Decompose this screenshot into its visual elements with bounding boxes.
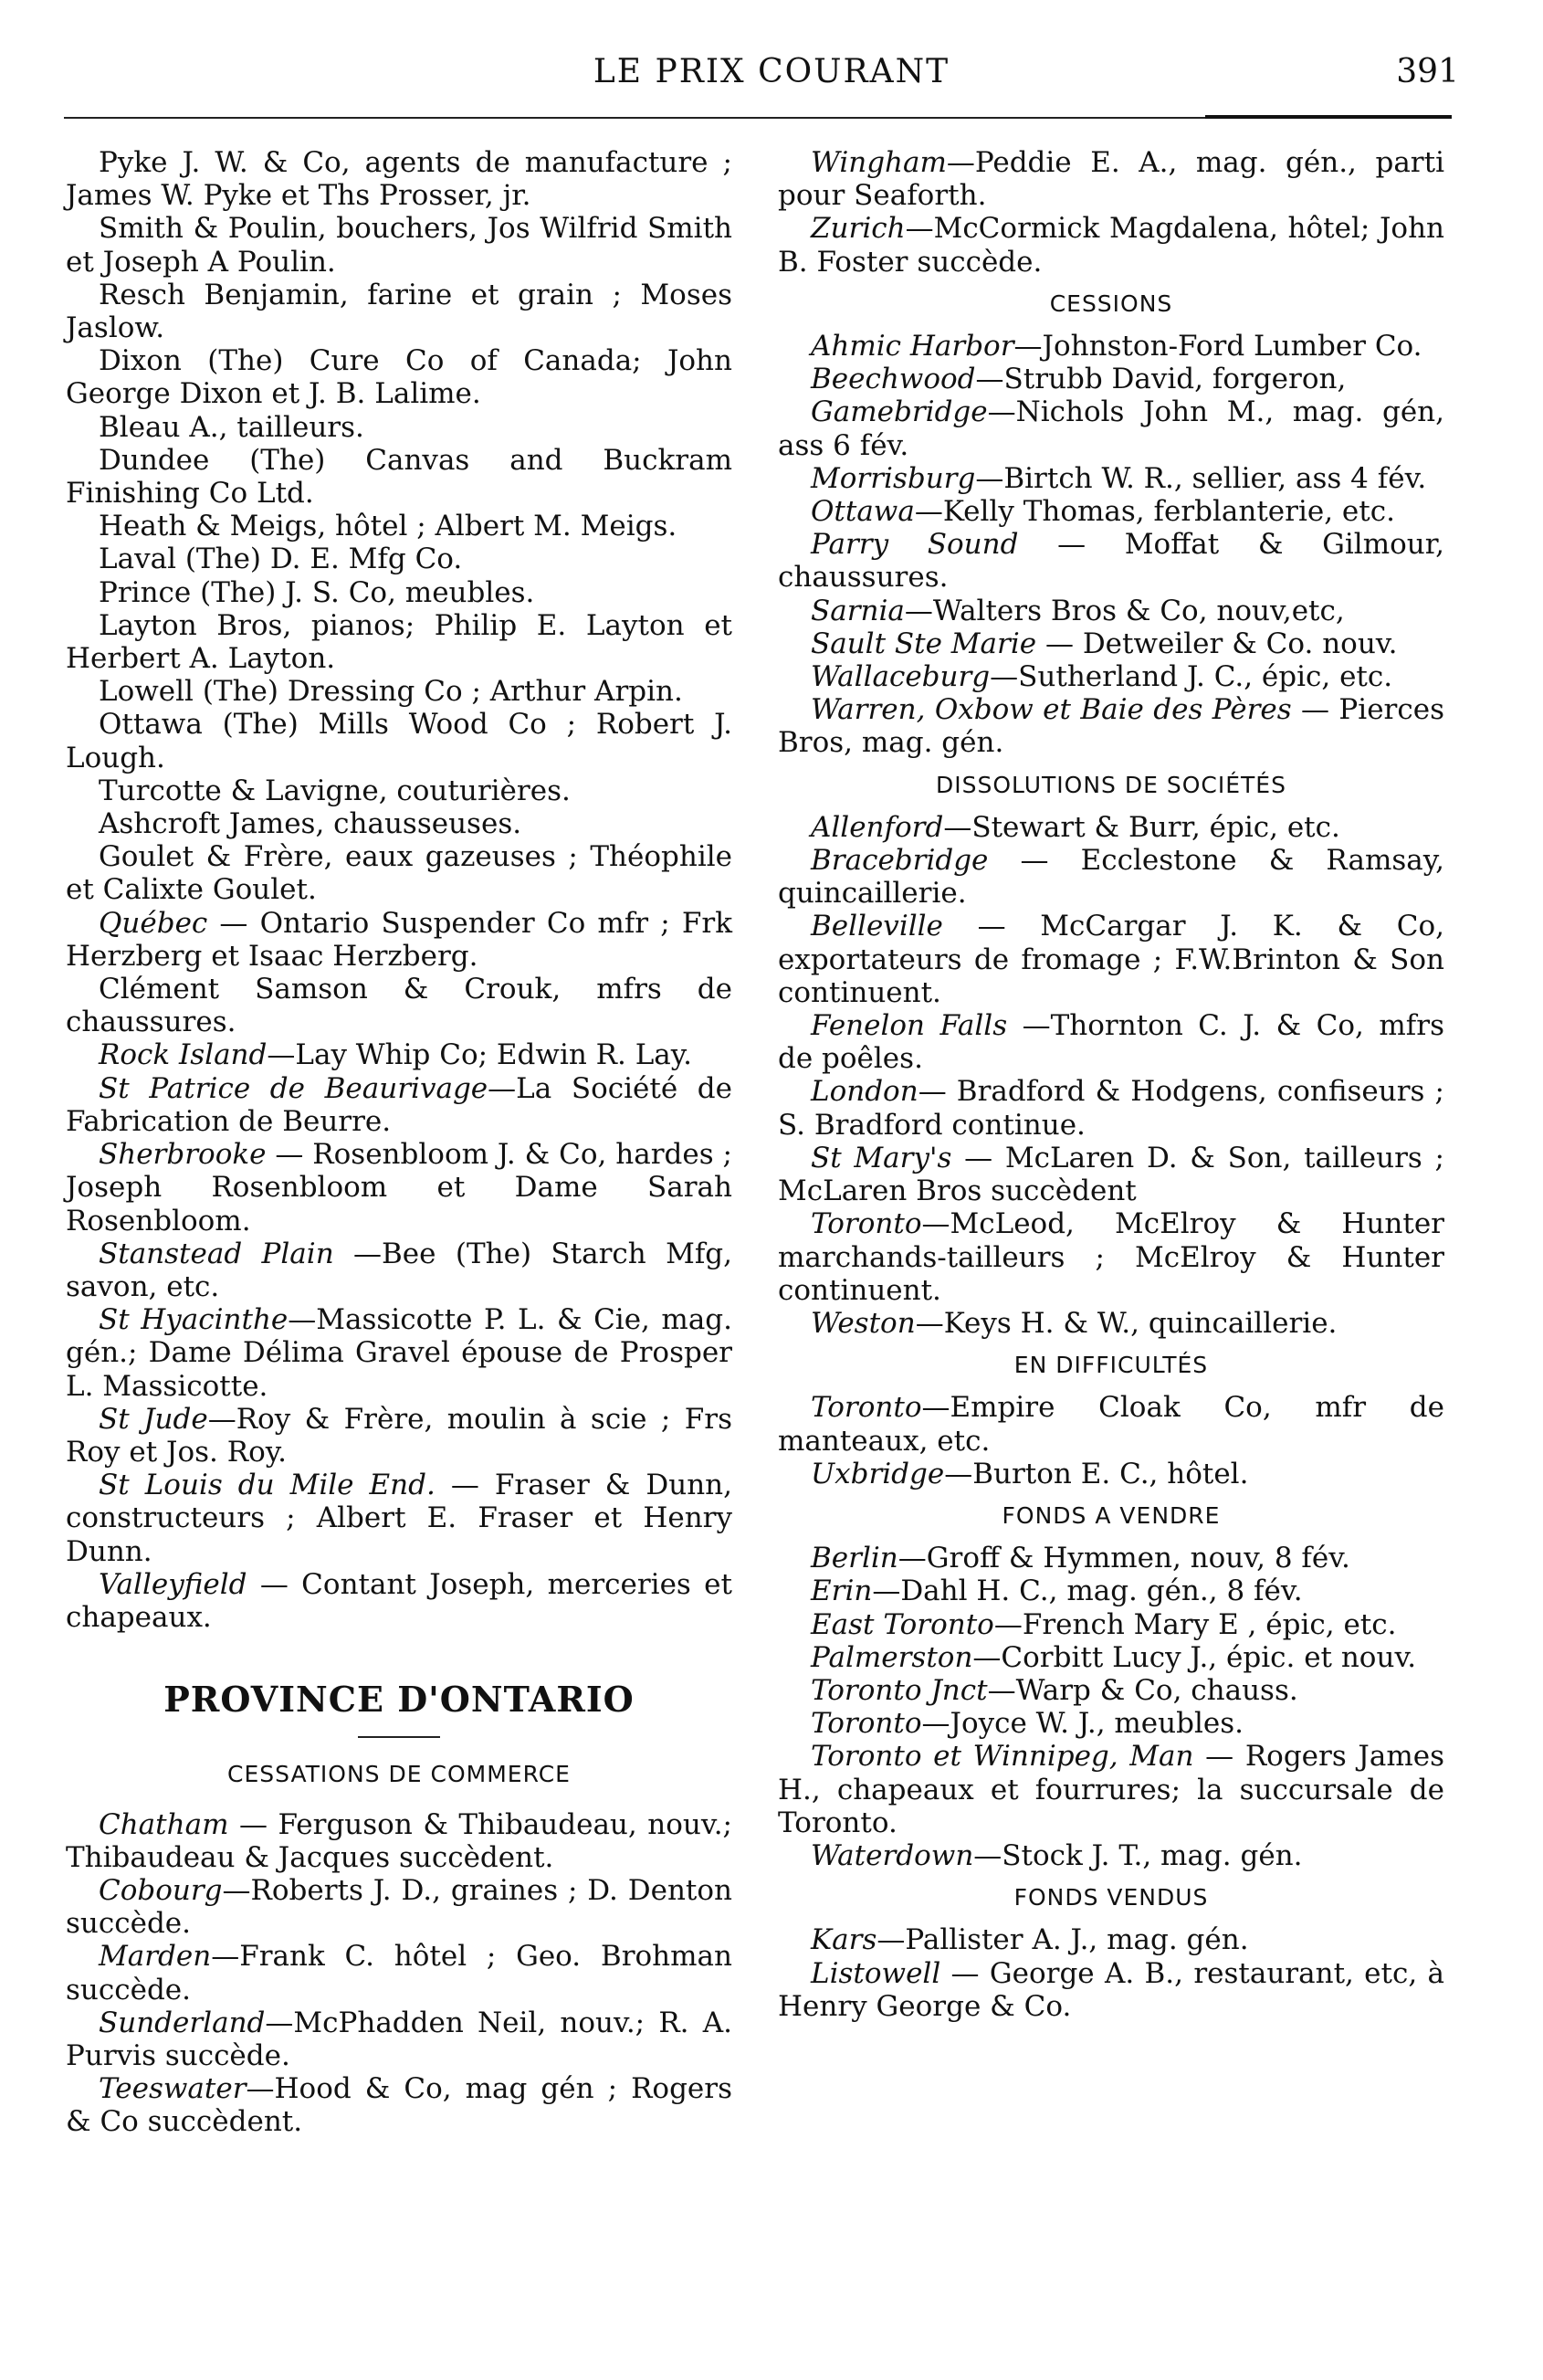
entry-text: — Ferguson & Thibaudeau, nouv.; Thibaudeau & Jacques succèdent.	[66, 1807, 732, 1874]
entry-text: —Nichols John M., mag. gén, ass 6 fév.	[778, 395, 1444, 462]
entry-place: Chatham	[99, 1807, 229, 1841]
entry-place: Wingham	[811, 146, 947, 179]
entry	[66, 1403, 732, 1469]
entry-text: — Fraser & Dunn, constructeurs ; Albert E. Fraser et Henry Dunn.	[66, 1469, 733, 1568]
entry	[66, 2072, 732, 2138]
entry-place: Ahmic Harbor	[811, 330, 1014, 363]
entry	[778, 693, 1444, 759]
entry-place: Toronto et Winnipeg, Man	[811, 1740, 1194, 1774]
entry-place: Sarnia	[811, 594, 905, 627]
page-number: 391	[1396, 53, 1459, 90]
entry	[778, 1707, 1444, 1740]
entry-text: —McLeod, McElroy & Hunter marchands-tailleurs ; McElroy & Hunter continuent.	[778, 1207, 1444, 1307]
entry-text: —Walters Bros & Co, nouv,etc,	[904, 594, 1345, 627]
entry	[66, 576, 732, 609]
entry	[778, 1740, 1444, 1839]
page-header	[0, 53, 1543, 108]
entry-text: —Pallister A. J., mag. gén.	[876, 1923, 1249, 1957]
entry-place: Zurich	[811, 212, 906, 246]
entry	[778, 1542, 1444, 1574]
entry	[66, 973, 732, 1038]
entry	[66, 907, 732, 973]
entry	[66, 774, 732, 807]
entry-place: Sunderland	[99, 2006, 266, 2039]
entry	[66, 1038, 732, 1071]
entry-place: Toronto	[811, 1707, 922, 1741]
entry	[778, 1674, 1444, 1707]
entry	[778, 1608, 1444, 1641]
entry-place: St Louis du Mile End.	[99, 1469, 436, 1502]
entry-text: — McCargar J. K. & Co, exportateurs de fromage ; F.W.Brinton & Son continuent.	[778, 910, 1444, 1009]
entry-text: Layton Bros, pianos; Philip E. Layton et Herbert A. Layton.	[66, 608, 732, 676]
entry	[66, 344, 732, 410]
running-title: LE PRIX COURANT	[593, 53, 950, 90]
fonds-vendus-list	[778, 1923, 1444, 2023]
entry-text: —Stock J. T., mag. gén.	[973, 1838, 1303, 1872]
entry-text: —Johnston-Ford Lumber Co.	[1013, 330, 1422, 363]
entry-place: Québec	[99, 906, 208, 940]
section-heading-fonds-vendus: FONDS VENDUS	[1013, 1884, 1209, 1911]
right-entries-top	[778, 146, 1444, 279]
entry	[778, 1574, 1444, 1607]
cessions-list	[778, 330, 1444, 760]
entry-text: —Dahl H. C., mag. gén., 8 fév.	[872, 1574, 1303, 1608]
entry-text: —Bee (The) Starch Mfg, savon, etc.	[66, 1237, 732, 1303]
entry-place: Kars	[811, 1923, 877, 1957]
entry-text: —Groff & Hymmen, nouv, 8 fév.	[897, 1542, 1350, 1575]
entry	[778, 146, 1444, 212]
header-rule-thick	[1205, 115, 1452, 119]
entry-text: Clément Samson & Crouk, mfrs de chaussures.	[66, 973, 732, 1039]
entry-text: —Roy & Frère, moulin à scie ; Frs Roy et Jos. Roy.	[66, 1402, 732, 1469]
entry-text: —Birtch W. R., sellier, ass 4 fév.	[975, 461, 1427, 495]
entry-place: Toronto	[811, 1391, 922, 1425]
entry	[778, 212, 1444, 278]
entry-text: Ashcroft James, chausseuses.	[99, 807, 522, 841]
entry-place: Bracebridge	[811, 844, 989, 878]
entry	[66, 1874, 732, 1940]
entry-place: London	[811, 1075, 918, 1109]
entry-text: —Massicotte P. L. & Cie, mag. gén.; Dame Délima Gravel épouse de Prosper L. Massicotte.	[66, 1303, 732, 1403]
entry-place: Ottawa	[811, 495, 915, 529]
entry	[66, 708, 732, 774]
entry-place: Gamebridge	[811, 395, 988, 429]
entry	[66, 1568, 732, 1634]
entry	[66, 1138, 732, 1237]
left-entries-top	[66, 146, 732, 1634]
entry-place: Morrisburg	[811, 461, 976, 495]
entry-text: —La Société de Fabrication de Beurre.	[66, 1071, 732, 1138]
section-divider	[358, 1736, 440, 1738]
left-entries-bottom	[66, 1808, 732, 2139]
entry-place: East Toronto	[811, 1607, 994, 1641]
entry-text: —Empire Cloak Co, mfr de manteaux, etc.	[778, 1391, 1444, 1458]
entry	[66, 212, 732, 278]
entry	[778, 1207, 1444, 1307]
entry-text: —Corbitt Lucy J., épic. et nouv.	[972, 1640, 1417, 1674]
entry-place: Fenelon Falls	[811, 1009, 1008, 1043]
entry-text: —Peddie E. A., mag. gén., parti pour Seaforth.	[778, 146, 1444, 213]
entry	[778, 1641, 1444, 1674]
entry-text: —Sutherland J. C., épic, etc.	[990, 660, 1393, 694]
entry-text: — George A. B., restaurant, etc, à Henry George & Co.	[778, 1956, 1444, 2023]
entry	[778, 1307, 1444, 1340]
entry	[778, 395, 1444, 461]
entry	[66, 1237, 732, 1303]
entry-text: —McPhadden Neil, nouv.; R. A. Purvis succède.	[66, 2006, 732, 2072]
entry-text: — Ecclestone & Ramsay, quincaillerie.	[778, 844, 1444, 911]
entry-place: Stanstead Plain	[99, 1237, 334, 1270]
entry-text: Pyke J. W. & Co, agents de manufacture ; James W. Pyke et Ths Prosser, jr.	[66, 146, 732, 213]
entry-text: — Detweiler & Co. nouv.	[1036, 627, 1398, 660]
entry-place: Sault Ste Marie	[811, 627, 1037, 660]
entry	[778, 1142, 1444, 1207]
entry-text: —Warp & Co, chauss.	[987, 1673, 1298, 1707]
entry-text: —Thornton C. J. & Co, mfrs de poêles.	[778, 1009, 1444, 1076]
entry	[778, 330, 1444, 363]
entry-text: —McCormick Magdalena, hôtel; John B. Foster succède.	[778, 212, 1444, 279]
difficultes-list	[778, 1391, 1444, 1490]
entry-place: Weston	[811, 1306, 916, 1340]
entry-place: Berlin	[811, 1542, 898, 1575]
entry	[778, 1923, 1444, 1956]
entry	[66, 411, 732, 444]
entry-text: Dundee (The) Canvas and Buckram Finishing Co Ltd.	[66, 443, 732, 511]
entry-text: Resch Benjamin, farine et grain ; Moses Jaslow.	[66, 278, 732, 345]
entry-text: Bleau A., tailleurs.	[99, 410, 364, 444]
entry-text: Smith & Poulin, bouchers, Jos Wilfrid Smith et Joseph A Poulin.	[66, 212, 732, 279]
entry-place: Toronto Jnct	[811, 1673, 988, 1707]
entry-text: — McLaren D. & Son, tailleurs ; McLaren Bros succèdent	[778, 1141, 1444, 1208]
entry	[66, 675, 732, 708]
entry	[778, 627, 1444, 660]
entry-text: —Roberts J. D., graines ; D. Denton succède.	[66, 1873, 732, 1941]
entry-place: Beechwood	[811, 363, 976, 396]
entry	[66, 2006, 732, 2072]
entry-text: — Moffat & Gilmour, chaussures.	[778, 528, 1444, 595]
entry-text: Laval (The) D. E. Mfg Co.	[99, 542, 463, 576]
entry-place: St Jude	[99, 1402, 208, 1436]
entry-text: —Hood & Co, mag gén ; Rogers & Co succèdent.	[66, 2072, 732, 2139]
entry	[778, 1957, 1444, 2023]
entry-text: —Lay Whip Co; Edwin R. Lay.	[267, 1038, 693, 1072]
entry-place: Warren, Oxbow et Baie des Pères	[811, 693, 1292, 727]
entry	[66, 840, 732, 906]
entry-place: St Patrice de Beaurivage	[99, 1071, 488, 1105]
entry	[778, 363, 1444, 395]
entry	[778, 1391, 1444, 1457]
entry-place: St Mary's	[811, 1141, 952, 1174]
section-heading-dissolutions: DISSOLUTIONS DE SOCIÉTÉS	[936, 771, 1286, 798]
entry	[66, 510, 732, 542]
entry-text: — Ontario Suspender Co mfr ; Frk Herzberg et Isaac Herzberg.	[66, 906, 732, 973]
entry-text: Lowell (The) Dressing Co ; Arthur Arpin.	[99, 675, 683, 709]
entry-place: Teeswater	[99, 2072, 247, 2106]
entry	[778, 844, 1444, 910]
entry-text: —Frank C. hôtel ; Geo. Brohman succède.	[66, 1940, 732, 2006]
entry	[66, 1072, 732, 1138]
entry	[778, 462, 1444, 495]
entry-text: —Joyce W. J., meubles.	[921, 1707, 1244, 1741]
entry	[778, 811, 1444, 844]
entry	[778, 528, 1444, 594]
entry-place: Rock Island	[99, 1038, 268, 1072]
entry-place: Allenford	[811, 810, 944, 844]
section-heading-cessations: CESSATIONS DE COMMERCE	[227, 1761, 571, 1788]
entry-text: —Burton E. C., hôtel.	[944, 1457, 1249, 1490]
entry-text: — Rosenbloom J. & Co, hardes ; Joseph Rosenbloom et Dame Sarah Rosenbloom.	[66, 1138, 732, 1237]
entry-text: —Keys H. & W., quincaillerie.	[915, 1306, 1338, 1340]
entry-text: Prince (The) J. S. Co, meubles.	[99, 575, 535, 609]
entry-text: —Strubb David, forgeron,	[975, 363, 1347, 396]
entry-place: Sherbrooke	[99, 1138, 267, 1172]
entry-place: Belleville	[811, 910, 943, 943]
entry-place: Erin	[811, 1574, 873, 1608]
entry	[778, 1458, 1444, 1490]
entry-place: Uxbridge	[811, 1457, 945, 1490]
entry	[66, 1303, 732, 1403]
section-heading-difficultes: EN DIFFICULTÉS	[1013, 1352, 1209, 1379]
section-heading-fonds-a-vendre: FONDS A VENDRE	[1002, 1501, 1221, 1529]
province-title: PROVINCE D'ONTARIO	[163, 1679, 635, 1721]
entry-text: —French Mary E , épic, etc.	[993, 1607, 1397, 1641]
entry-text: —Kelly Thomas, ferblanterie, etc.	[914, 495, 1395, 529]
entry	[778, 1009, 1444, 1075]
entry	[66, 279, 732, 344]
entry-place: Waterdown	[811, 1838, 974, 1872]
entry-text: Ottawa (The) Mills Wood Co ; Robert J. Lough.	[66, 708, 732, 774]
entry-text: — Contant Joseph, merceries et chapeaux.	[66, 1567, 732, 1634]
entry-text: —Stewart & Burr, épic, etc.	[943, 810, 1340, 844]
right-column	[778, 146, 1444, 2023]
entry	[66, 444, 732, 510]
entry-text: Goulet & Frère, eaux gazeuses ; Théophile et Calixte Goulet.	[66, 840, 732, 907]
entry-place: Listowell	[811, 1956, 941, 1990]
fonds-a-vendre-list	[778, 1542, 1444, 1872]
entry	[66, 807, 732, 840]
entry	[778, 1075, 1444, 1141]
entry-text: Turcotte & Lavigne, couturières.	[99, 774, 571, 807]
entry	[778, 910, 1444, 1009]
dissolutions-list	[778, 811, 1444, 1340]
entry	[66, 1469, 732, 1568]
entry	[778, 495, 1444, 528]
entry	[66, 542, 732, 575]
entry-text: — Rogers James H., chapeaux et fourrures; la succursale de Toronto.	[778, 1740, 1444, 1839]
section-heading-cessions: CESSIONS	[1049, 290, 1173, 317]
entry-place: Toronto	[811, 1207, 922, 1241]
entry-place: Palmerston	[811, 1640, 973, 1674]
entry	[778, 595, 1444, 627]
entry	[66, 1940, 732, 2006]
entry	[778, 660, 1444, 693]
entry	[778, 1839, 1444, 1872]
entry-text: — Pierces Bros, mag. gén.	[778, 693, 1444, 760]
entry-place: Valleyfield	[99, 1567, 247, 1601]
entry-place: Parry Sound	[811, 528, 1019, 562]
left-column	[66, 146, 732, 2139]
entry-text: Dixon (The) Cure Co of Canada; John George Dixon et J. B. Lalime.	[66, 344, 732, 411]
entry	[66, 609, 732, 675]
entry	[66, 1808, 732, 1874]
entry-text: — Bradford & Hodgens, confiseurs ; S. Bradford continue.	[778, 1075, 1444, 1142]
entry-place: Wallaceburg	[811, 660, 991, 694]
entry-place: Cobourg	[99, 1873, 223, 1907]
entry	[66, 146, 732, 212]
entry-place: St Hyacinthe	[99, 1303, 289, 1337]
entry-place: Marden	[99, 1940, 212, 1974]
entry-text: Heath & Meigs, hôtel ; Albert M. Meigs.	[99, 510, 677, 543]
